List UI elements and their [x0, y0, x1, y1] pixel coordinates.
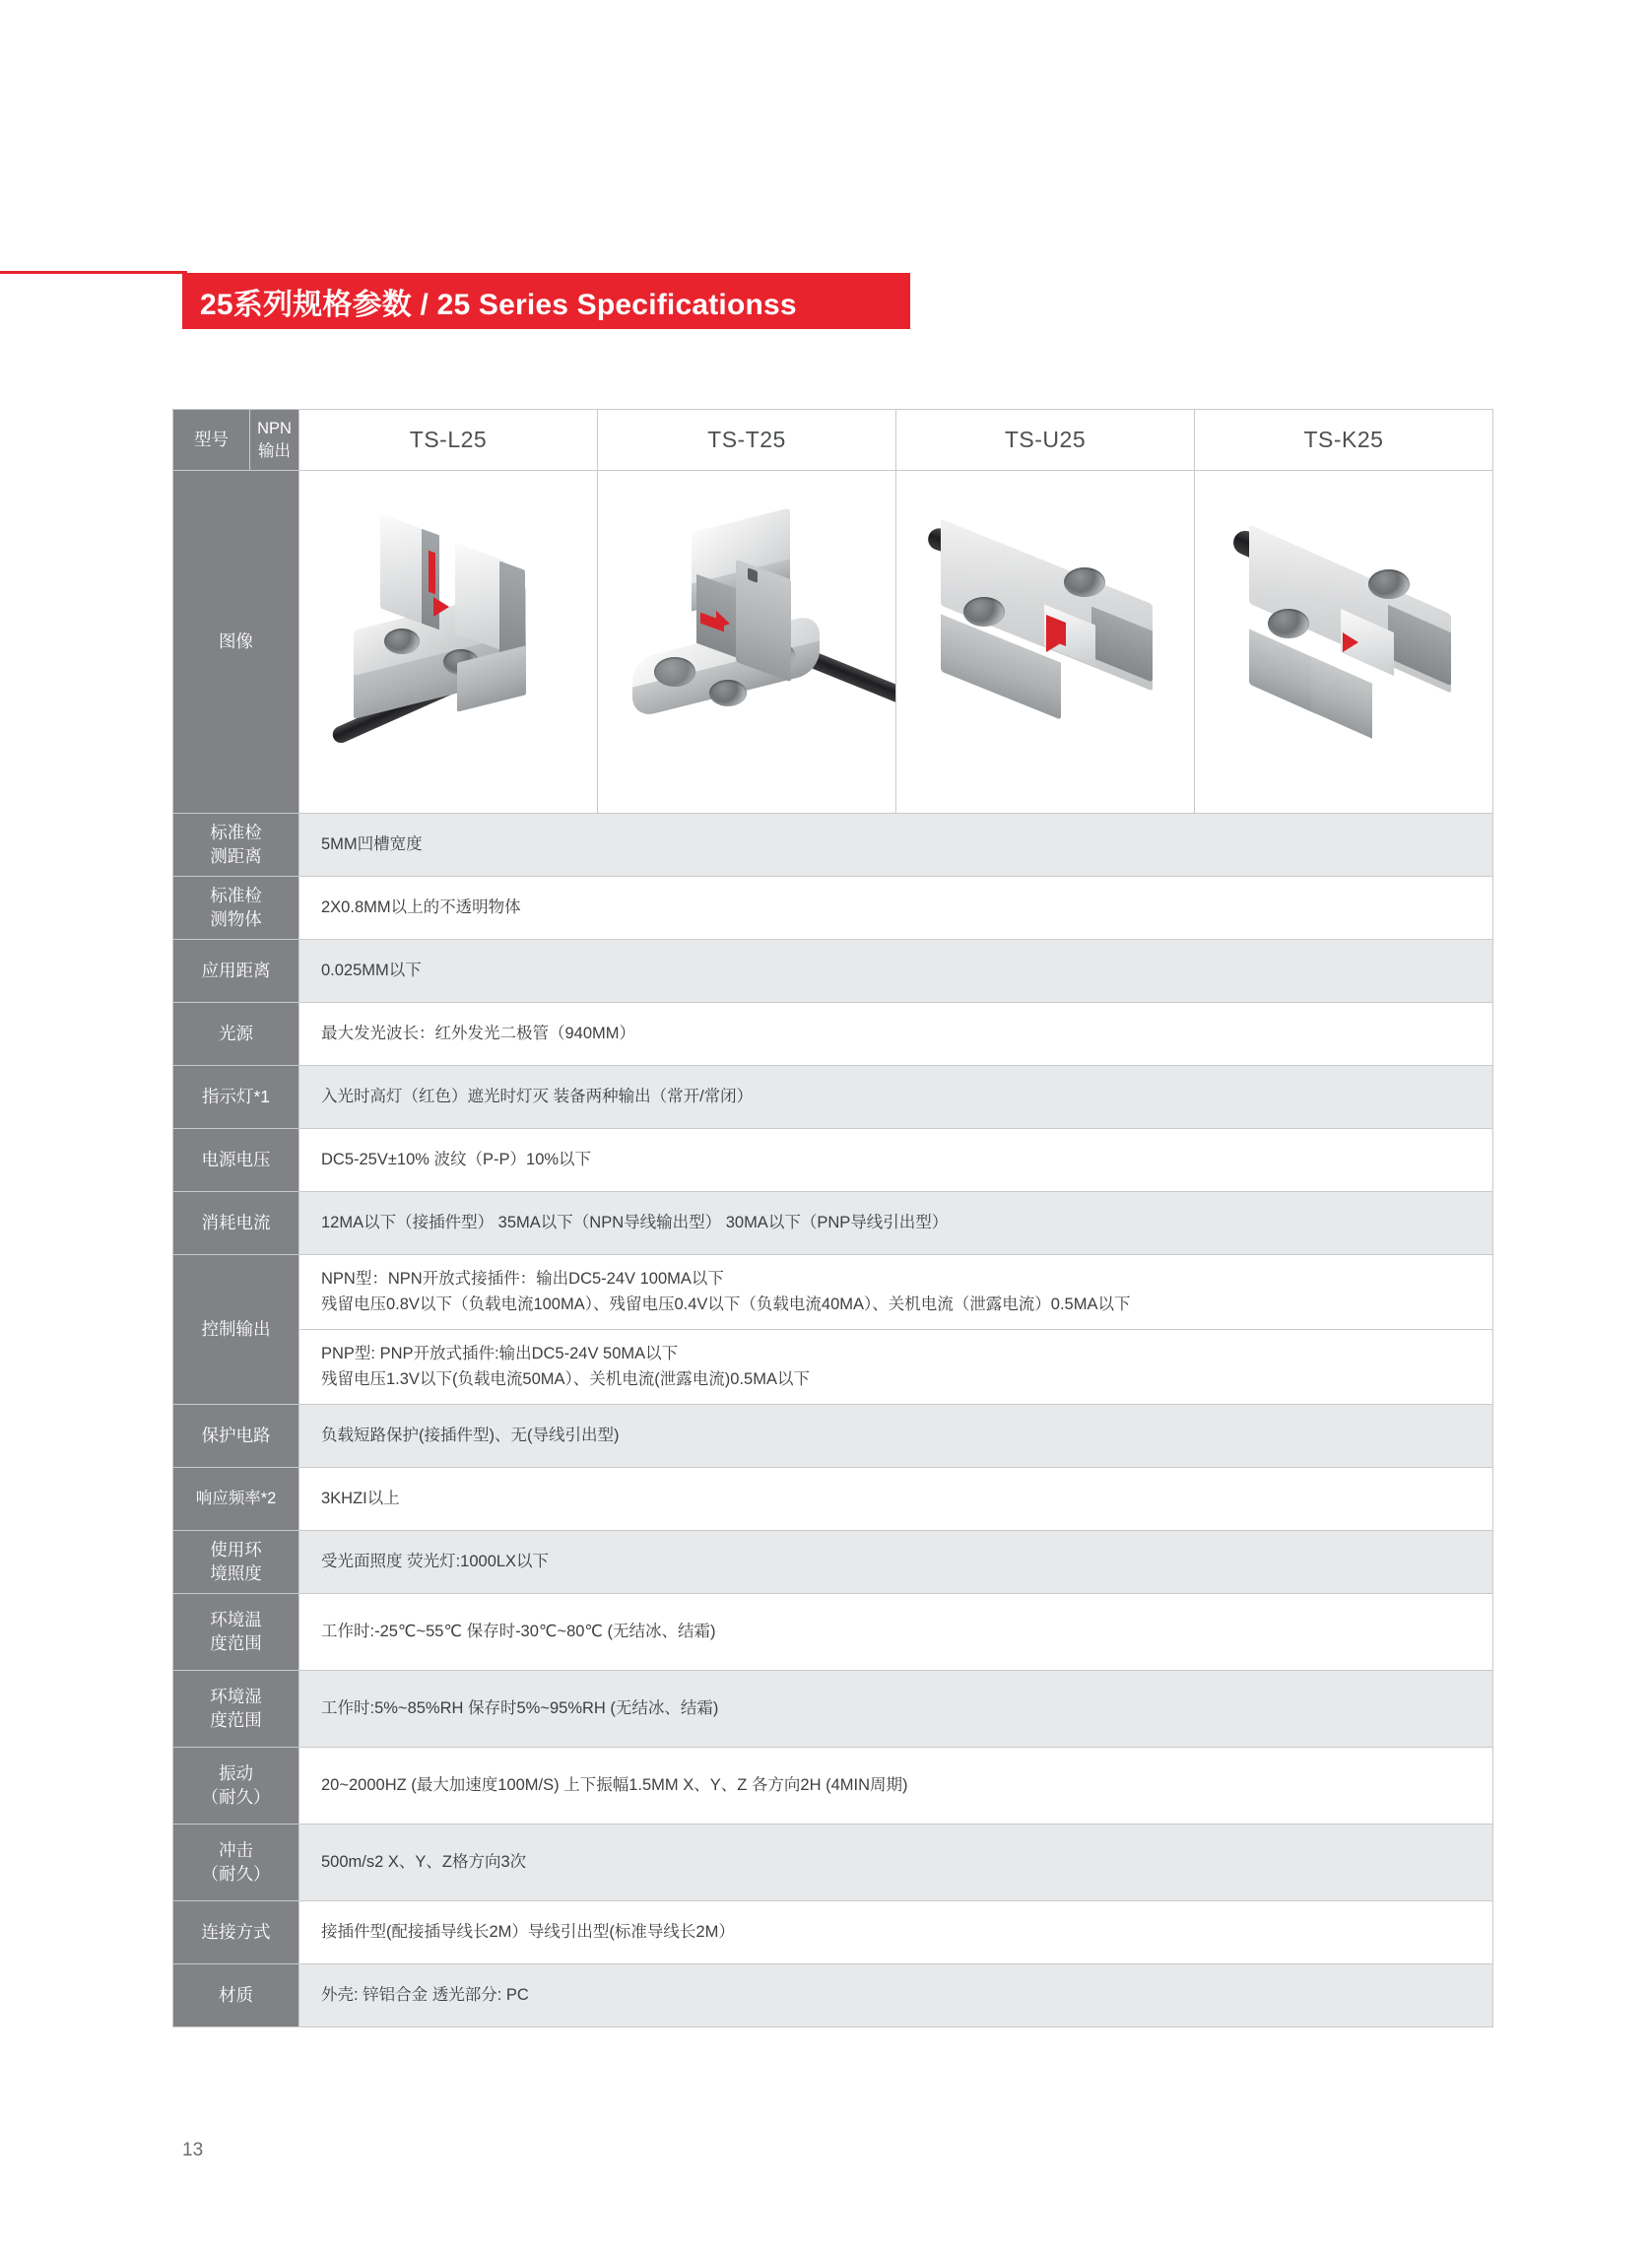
row-label-application-distance: 应用距离 — [173, 940, 299, 1003]
row-label-response-frequency: 响应频率*2 — [173, 1468, 299, 1531]
row-label-ambient-humidity — [173, 1671, 299, 1748]
row-value-ambient-illuminance: 受光面照度 荧光灯:1000LX以下 — [299, 1531, 1493, 1594]
product-image-ts-t25 — [598, 471, 896, 814]
row-label-supply-voltage: 电源电压 — [173, 1129, 299, 1192]
row-value-detection-object: 2X0.8MM以上的不透明物体 — [299, 877, 1493, 940]
row-label-detection-object — [173, 877, 299, 940]
product-image-ts-l25 — [299, 471, 598, 814]
image-row-label: 图像 — [173, 471, 299, 814]
row-label-vibration — [173, 1748, 299, 1825]
row-value-shock: 500m/s2 X、Y、Z格方向3次 — [299, 1825, 1493, 1901]
label-line: 度范围 — [210, 1632, 262, 1653]
row-value-response-frequency: 3KHZI以上 — [299, 1468, 1493, 1531]
label-line: （耐久） — [201, 1786, 271, 1807]
specifications-table — [172, 409, 1493, 2027]
row-value-detection-distance: 5MM凹槽宽度 — [299, 814, 1493, 877]
row-value-vibration: 20~2000HZ (最大加速度100M/S) 上下振幅1.5MM X、Y、Z 各方向2H (4MIN周期) — [299, 1748, 1493, 1825]
label-line: 环境温 — [210, 1609, 262, 1629]
row-value-application-distance: 0.025MM以下 — [299, 940, 1493, 1003]
table-row-protection-circuit — [173, 1405, 1493, 1468]
label-line: 测距离 — [210, 845, 262, 866]
label-line: 冲击 — [219, 1839, 253, 1860]
value-line: 残留电压0.8V以下（负载电流100MA）、残留电压0.4V以下（负载电流40MA）、关机电流（泄露电流）0.5MA以下 — [321, 1294, 1131, 1313]
table-row-detection-object — [173, 877, 1493, 940]
table-row-material — [173, 1964, 1493, 2027]
row-label-protection-circuit: 保护电路 — [173, 1405, 299, 1468]
product-image-ts-k25 — [1195, 471, 1493, 814]
row-label-connection-method: 连接方式 — [173, 1901, 299, 1964]
table-row-supply-voltage — [173, 1129, 1493, 1192]
row-label-current-consumption: 消耗电流 — [173, 1192, 299, 1255]
value-line: 残留电压1.3V以下(负载电流50MA）、关机电流(泄露电流)0.5MA以下 — [321, 1369, 810, 1388]
table-row-connection-method — [173, 1901, 1493, 1964]
section-banner — [182, 273, 910, 329]
product-image-ts-u25 — [896, 471, 1195, 814]
table-row-detection-distance — [173, 814, 1493, 877]
label-line: 测物体 — [210, 908, 262, 929]
model-column-ts-u25: TS-U25 — [896, 410, 1195, 471]
row-label-shock — [173, 1825, 299, 1901]
model-column-ts-l25: TS-L25 — [299, 410, 598, 471]
model-column-ts-k25: TS-K25 — [1195, 410, 1493, 471]
table-row-current-consumption — [173, 1192, 1493, 1255]
value-line: NPN型：NPN开放式接插件：输出DC5-24V 100MA以下 — [321, 1269, 724, 1288]
row-label-light-source: 光源 — [173, 1003, 299, 1066]
row-value-control-output-pnp — [299, 1330, 1493, 1405]
row-value-light-source: 最大发光波长：红外发光二极管（940MM） — [299, 1003, 1493, 1066]
row-value-indicator-lamp: 入光时高灯（红色）遮光时灯灭 装备两种输出（常开/常闭） — [299, 1066, 1493, 1129]
header-npn-label — [250, 410, 299, 471]
label-line: 振动 — [219, 1762, 253, 1783]
table-row-indicator-lamp — [173, 1066, 1493, 1129]
value-line: PNP型: PNP开放式插件:输出DC5-24V 50MA以下 — [321, 1344, 679, 1362]
product-image-row — [173, 471, 1493, 814]
table-header-row — [173, 410, 1493, 471]
table-row-vibration — [173, 1748, 1493, 1825]
row-value-control-output-npn — [299, 1255, 1493, 1330]
row-value-connection-method: 接插件型(配接插导线长2M）导线引出型(标准导线长2M） — [299, 1901, 1493, 1964]
table-row-light-source — [173, 1003, 1493, 1066]
row-value-current-consumption: 12MA以下（接插件型） 35MA以下（NPN导线输出型） 30MA以下（PNP导线引出型） — [299, 1192, 1493, 1255]
row-value-supply-voltage: DC5-25V±10% 波纹（P-P）10%以下 — [299, 1129, 1493, 1192]
row-label-ambient-illuminance — [173, 1531, 299, 1594]
row-label-ambient-temperature — [173, 1594, 299, 1671]
table-row-ambient-illuminance — [173, 1531, 1493, 1594]
npn-label-line1: NPN — [257, 420, 292, 438]
table-row-response-frequency — [173, 1468, 1493, 1531]
label-line: 标准检 — [210, 885, 262, 905]
row-label-indicator-lamp: 指示灯*1 — [173, 1066, 299, 1129]
label-line: 境照度 — [210, 1562, 262, 1583]
npn-label-line2: 输出 — [258, 441, 291, 460]
page-title: 25系列规格参数 / 25 Series Specificationss — [200, 288, 797, 321]
row-value-material: 外壳: 锌铝合金 透光部分: PC — [299, 1964, 1493, 2027]
table-row-ambient-humidity — [173, 1671, 1493, 1748]
page-number: 13 — [182, 2140, 204, 2160]
row-value-ambient-humidity: 工作时:5%~85%RH 保存时5%~95%RH (无结冰、结霜) — [299, 1671, 1493, 1748]
label-line: 度范围 — [210, 1709, 262, 1730]
table-row-control-output-pnp — [173, 1330, 1493, 1405]
row-label-material: 材质 — [173, 1964, 299, 2027]
table-row-ambient-temperature — [173, 1594, 1493, 1671]
label-line: 使用环 — [210, 1539, 262, 1560]
table-row-shock — [173, 1825, 1493, 1901]
model-column-ts-t25: TS-T25 — [598, 410, 896, 471]
header-accent-rule — [0, 271, 187, 274]
row-label-detection-distance — [173, 814, 299, 877]
row-label-control-output: 控制输出 — [173, 1255, 299, 1405]
label-line: （耐久） — [201, 1863, 271, 1884]
header-model-label: 型号 — [173, 410, 250, 471]
table-row-control-output-npn — [173, 1255, 1493, 1330]
row-value-protection-circuit: 负载短路保护(接插件型)、无(导线引出型) — [299, 1405, 1493, 1468]
label-line: 环境湿 — [210, 1686, 262, 1706]
row-value-ambient-temperature: 工作时:-25℃~55℃ 保存时-30℃~80℃ (无结冰、结霜) — [299, 1594, 1493, 1671]
label-line: 标准检 — [210, 822, 262, 842]
table-row-application-distance — [173, 940, 1493, 1003]
